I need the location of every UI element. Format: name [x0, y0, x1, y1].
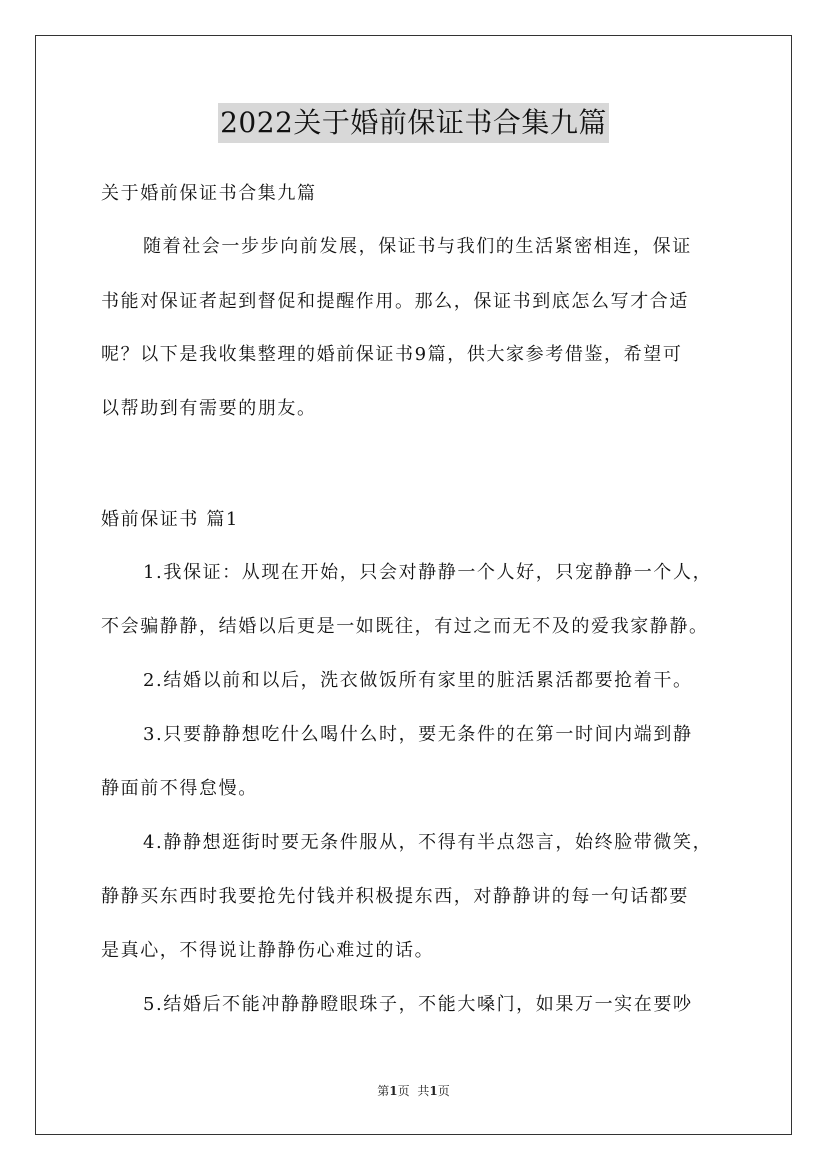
document-subtitle: 关于婚前保证书合集九篇 [101, 183, 317, 204]
total-suffix: 页 [437, 1084, 450, 1098]
body-line: 4.静静想逛街时要无条件服从，不得有半点怨言，始终脸带微笑， [143, 832, 713, 853]
document-title: 2022关于婚前保证书合集九篇 [218, 103, 609, 143]
page-suffix: 页 [397, 1084, 410, 1098]
intro-line: 随着社会一步步向前发展，保证书与我们的生活紧密相连，保证 [143, 236, 692, 257]
body-line: 不会骗静静，结婚以后更是一如既往，有过之而无不及的爱我家静静。 [101, 616, 709, 637]
body-line: 静面前不得怠慢。 [101, 778, 258, 799]
body-line: 3.只要静静想吃什么喝什么时，要无条件的在第一时间内端到静 [143, 724, 693, 745]
page-footer [0, 1083, 827, 1099]
total-pages: 1 [429, 1084, 438, 1098]
title-container [0, 103, 827, 143]
body-line: 是真心，不得说让静静伤心难过的话。 [101, 940, 435, 961]
section-heading: 婚前保证书 篇1 [101, 509, 239, 530]
page-number: 1 [389, 1084, 398, 1098]
body-line: 5.结婚后不能冲静静瞪眼珠子，不能大嗓门，如果万一实在要吵 [143, 994, 693, 1015]
intro-line: 书能对保证者起到督促和提醒作用。那么，保证书到底怎么写才合适 [101, 291, 689, 312]
body-line: 静静买东西时我要抢先付钱并积极提东西，对静静讲的每一句话都要 [101, 886, 689, 907]
intro-line: 呢？以下是我收集整理的婚前保证书9篇，供大家参考借鉴，希望可 [101, 344, 683, 365]
body-line: 1.我保证：从现在开始，只会对静静一个人好，只宠静静一个人， [143, 562, 713, 583]
intro-line: 以帮助到有需要的朋友。 [101, 398, 317, 419]
total-prefix: 共 [417, 1084, 430, 1098]
body-line: 2.结婚以前和以后，洗衣做饭所有家里的脏活累活都要抢着干。 [143, 670, 693, 691]
page-prefix: 第 [377, 1084, 390, 1098]
